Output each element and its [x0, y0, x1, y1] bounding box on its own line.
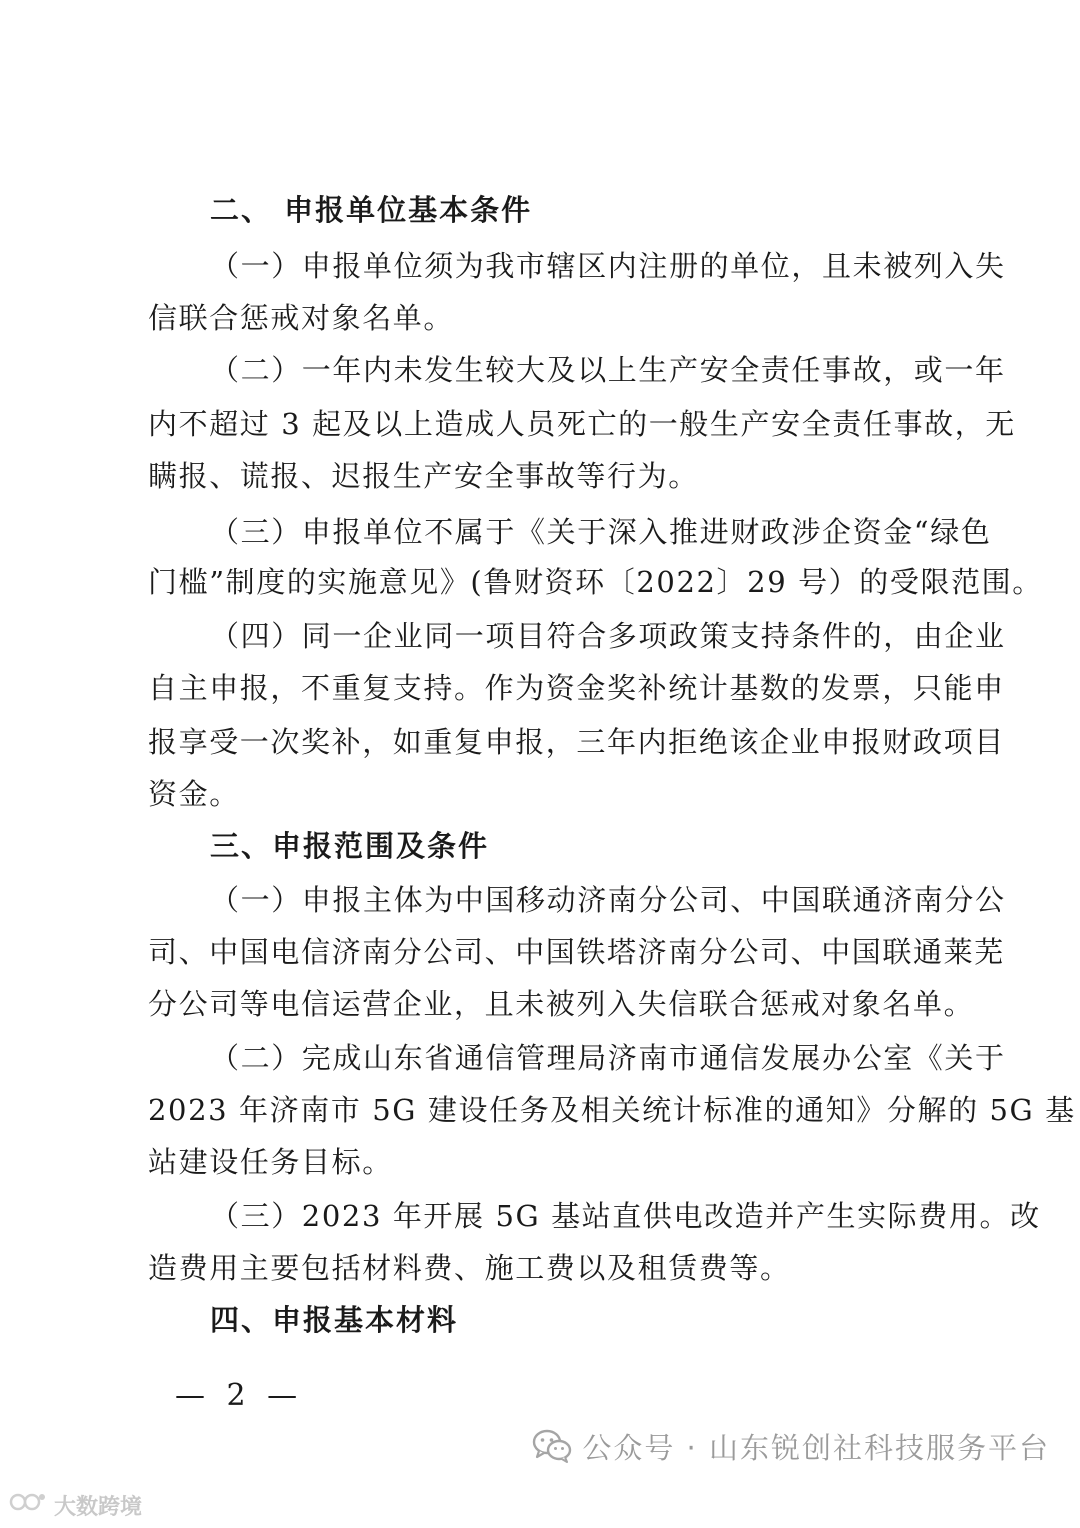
paragraph-line: （四）同一企业同一项目符合多项政策支持条件的，由企业 — [210, 619, 1006, 653]
paragraph-line: （一）申报主体为中国移动济南分公司、中国联通济南分公 — [210, 883, 1006, 917]
paragraph-line: （二）完成山东省通信管理局济南市通信发展办公室《关于 — [210, 1041, 1006, 1075]
paragraph-line: （二）一年内未发生较大及以上生产安全责任事故，或一年 — [210, 353, 1006, 387]
paragraph-line: 报享受一次奖补，如重复申报，三年内拒绝该企业申报财政项目 — [148, 725, 1005, 759]
paragraph-line: 门槛”制度的实施意见》(鲁财资环〔2022〕29 号）的受限范围。 — [148, 565, 1043, 599]
paragraph-line: 站建设任务目标。 — [148, 1145, 393, 1179]
paragraph-line: 2023 年济南市 5G 建设任务及相关统计标准的通知》分解的 5G 基 — [148, 1093, 1076, 1127]
page-number: — 2 — — [175, 1378, 304, 1413]
section-heading-2: 二、 申报单位基本条件 — [210, 193, 533, 227]
paragraph-line: （三）2023 年开展 5G 基站直供电改造并产生实际费用。改 — [210, 1199, 1041, 1233]
section-heading-4: 四、申报基本材料 — [210, 1303, 459, 1337]
paragraph-line: 自主申报，不重复支持。作为资金奖补统计基数的发票，只能申 — [148, 671, 1005, 705]
paragraph-line: （一）申报单位须为我市辖区内注册的单位，且未被列入失 — [210, 249, 1006, 283]
paragraph-line: 信联合惩戒对象名单。 — [148, 301, 455, 335]
paragraph-line: 内不超过 3 起及以上造成人员死亡的一般生产安全责任事故，无 — [148, 407, 1016, 441]
paragraph-line: （三）申报单位不属于《关于深入推进财政涉企资金“绿色 — [210, 515, 992, 549]
section-heading-3: 三、申报范围及条件 — [210, 829, 490, 863]
paragraph-line: 资金。 — [148, 777, 240, 811]
paragraph-line: 司、中国电信济南分公司、中国铁塔济南分公司、中国联通莱芜 — [148, 935, 1005, 969]
wechat-watermark — [532, 1424, 1050, 1468]
corner-watermark — [8, 1488, 142, 1522]
wechat-account-label: 公众号 · 山东锐创社科技服务平台 — [582, 1430, 1050, 1465]
paragraph-line: 瞒报、谎报、迟报生产安全事故等行为。 — [148, 459, 699, 493]
paragraph-line: 造费用主要包括材料费、施工费以及租赁费等。 — [148, 1251, 791, 1285]
brand-logo-icon — [8, 1488, 48, 1522]
wechat-icon — [532, 1429, 572, 1463]
corner-watermark-text: 大数跨境 — [54, 1494, 143, 1520]
paragraph-line: 分公司等电信运营企业，且未被列入失信联合惩戒对象名单。 — [148, 987, 975, 1021]
